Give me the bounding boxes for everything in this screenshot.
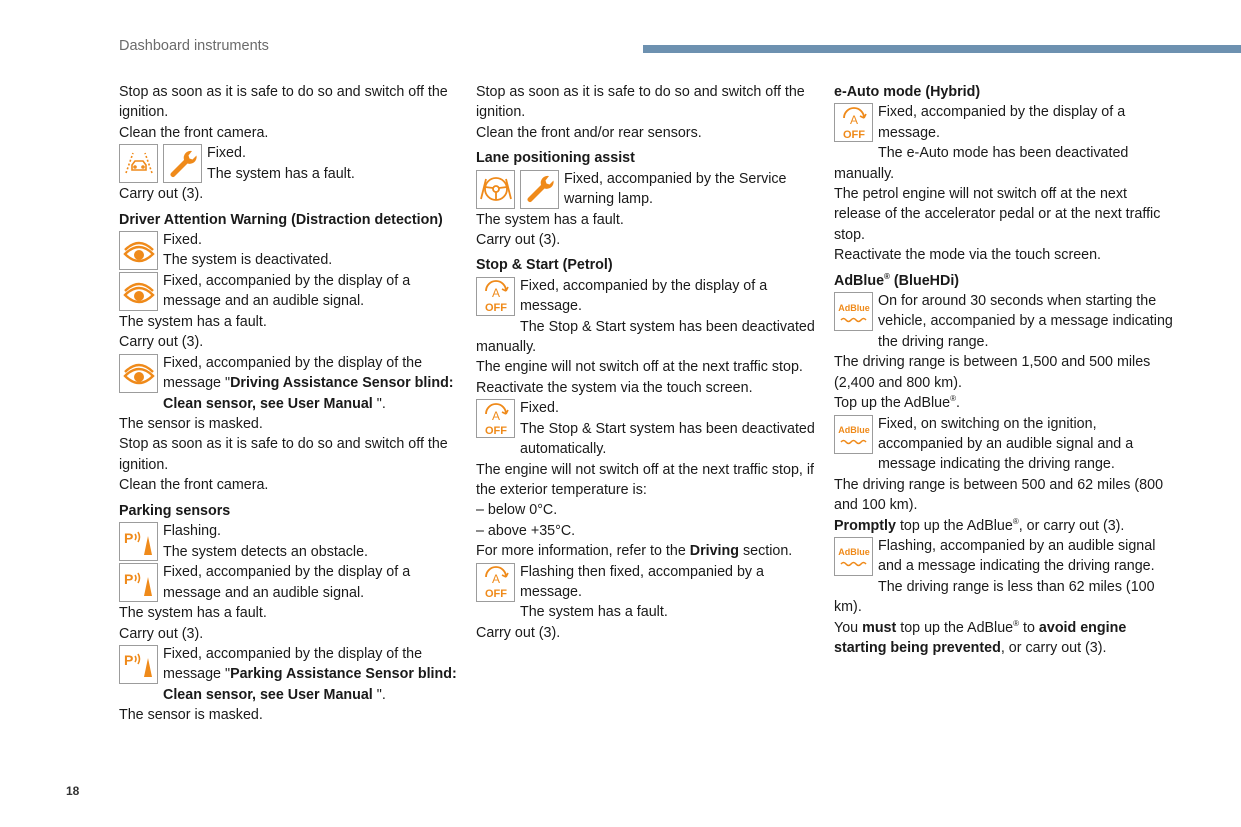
text-run: section. bbox=[739, 543, 793, 560]
page-number: 18 bbox=[66, 784, 80, 798]
text-run: You bbox=[834, 619, 863, 636]
text-run: top up the AdBlue bbox=[895, 517, 1013, 534]
status-text: Fixed, accompanied by the display of a message and an audible signal. bbox=[163, 564, 411, 601]
icon-label: A bbox=[849, 112, 858, 127]
text-run: , or carry out (3). bbox=[1000, 639, 1107, 656]
paragraph: Stop as soon as it is safe to do so and switch off the ignition. bbox=[119, 84, 448, 121]
registered-mark: ® bbox=[884, 271, 890, 281]
registered-mark: ® bbox=[1013, 618, 1020, 628]
section-heading-driver-attention: Driver Attention Warning (Distraction detection) bbox=[119, 211, 443, 228]
adblue-icon bbox=[834, 537, 873, 576]
paragraph bbox=[834, 516, 1174, 536]
status-text: Flashing, accompanied by an audible signal and a message indicating the driving range. bbox=[878, 537, 1156, 575]
text-run: top up the AdBlue bbox=[896, 619, 1014, 636]
paragraph: The driving range is less than 62 miles (100 km). bbox=[834, 578, 1155, 616]
paragraph: Clean the front and/or rear sensors. bbox=[476, 124, 702, 141]
text-run: to bbox=[1019, 619, 1039, 636]
icon-label: OFF bbox=[484, 424, 507, 437]
status-text: Flashing. bbox=[163, 523, 222, 540]
driver-attention-eye-icon bbox=[119, 272, 158, 311]
status-text: Flashing then fixed, accompanied by a message. bbox=[520, 563, 764, 600]
front-camera-icon bbox=[119, 144, 158, 183]
status-text: Fixed, accompanied by the Service warning lamp. bbox=[564, 170, 787, 208]
driver-attention-eye-icon bbox=[119, 231, 158, 270]
icon-label: A bbox=[491, 408, 500, 423]
paragraph: The system has a fault. bbox=[476, 211, 624, 228]
icon-label: AdBlue bbox=[837, 425, 870, 435]
paragraph: The system has a fault. bbox=[119, 314, 267, 331]
status-text bbox=[119, 353, 459, 414]
section-heading-parking-sensors: Parking sensors bbox=[119, 502, 231, 519]
registered-mark: ® bbox=[950, 394, 956, 404]
status-text: Fixed, accompanied by the display of a message. bbox=[520, 277, 768, 315]
section-heading-stop-start: Stop & Start (Petrol) bbox=[476, 257, 613, 274]
status-text: Fixed. bbox=[520, 400, 559, 417]
bold-text: Driving Assistance Sensor blind: Clean sensor, see User Manual bbox=[163, 375, 454, 412]
running-header: Dashboard instruments bbox=[119, 38, 269, 54]
paragraph: The engine will not switch off at the next traffic stop, if the exterior temperature is: bbox=[476, 461, 815, 498]
status-text: Fixed, accompanied by the display of a message and an audible signal. bbox=[163, 273, 411, 310]
paragraph: Carry out (3). bbox=[119, 334, 204, 351]
icon-label: AdBlue bbox=[837, 302, 870, 313]
bold-text: Promptly bbox=[834, 517, 896, 534]
icon-label: P bbox=[123, 529, 133, 546]
text-run: AdBlue bbox=[834, 272, 885, 289]
text-run: Fixed, accompanied by the display of the message " bbox=[163, 645, 423, 683]
paragraph: The driving range is between 1,500 and 500 miles (2,400 and 800 km). bbox=[834, 354, 1151, 391]
paragraph: Stop as soon as it is safe to do so and switch off the ignition. bbox=[119, 436, 448, 473]
status-text: Fixed. bbox=[207, 145, 246, 162]
paragraph: The engine will not switch off at the next traffic stop. bbox=[476, 359, 803, 376]
adblue-icon bbox=[834, 292, 873, 331]
status-text: The system is deactivated. bbox=[163, 252, 333, 269]
text-run: Top up the AdBlue bbox=[834, 395, 951, 412]
auto-off-icon bbox=[476, 277, 515, 316]
icon-label: AdBlue bbox=[837, 547, 870, 558]
auto-off-icon bbox=[476, 563, 515, 602]
paragraph bbox=[834, 618, 1174, 659]
column-2 bbox=[476, 82, 816, 643]
icon-label: OFF bbox=[484, 588, 507, 601]
text-run: ". bbox=[372, 395, 386, 412]
auto-off-icon bbox=[476, 399, 515, 438]
paragraph: The e-Auto mode has been deactivated manually. bbox=[834, 145, 1129, 182]
paragraph: Reactivate the mode via the touch screen. bbox=[834, 247, 1102, 264]
bold-text: Parking Assistance Sensor blind: Clean sensor, see User Manual bbox=[163, 666, 457, 703]
status-text: Fixed. bbox=[163, 232, 202, 249]
parking-sensor-icon bbox=[119, 563, 158, 602]
section-heading-adblue bbox=[834, 271, 1174, 291]
parking-sensor-icon bbox=[119, 522, 158, 561]
paragraph: The driving range is between 500 and 62 miles (800 and 100 km). bbox=[834, 476, 1164, 514]
paragraph: The system has a fault. bbox=[520, 604, 668, 621]
icon-label: OFF bbox=[842, 128, 865, 141]
text-run: . bbox=[955, 395, 960, 412]
text-run: For more information, refer to the bbox=[476, 543, 690, 560]
section-heading-e-auto: e-Auto mode (Hybrid) bbox=[834, 84, 981, 100]
status-text: The system detects an obstacle. bbox=[163, 543, 369, 560]
paragraph: Reactivate the system via the touch screen. bbox=[476, 379, 753, 396]
icon-label: P bbox=[123, 652, 133, 669]
paragraph bbox=[834, 393, 1174, 413]
registered-mark: ® bbox=[1012, 516, 1019, 526]
paragraph: The petrol engine will not switch off at the next release of the accelerator pedal or at the next traffic stop. bbox=[834, 186, 1161, 243]
text-run: (BlueHDi) bbox=[889, 272, 960, 289]
bold-text: avoid engine starting being prevented bbox=[834, 619, 1127, 656]
list-item: – above +35°C. bbox=[476, 522, 576, 539]
section-heading-lane-positioning: Lane positioning assist bbox=[476, 150, 635, 167]
icon-label: OFF bbox=[484, 302, 507, 315]
text-run: , or carry out (3). bbox=[1018, 517, 1125, 534]
driver-attention-eye-icon bbox=[119, 354, 158, 393]
paragraph: The sensor is masked. bbox=[119, 707, 263, 724]
paragraph: Carry out (3). bbox=[119, 186, 204, 203]
status-text: Fixed, on switching on the ignition, accompanied by an audible signal and a message indicating the driving range. bbox=[878, 415, 1134, 473]
paragraph bbox=[476, 541, 816, 561]
paragraph: The sensor is masked. bbox=[119, 416, 263, 433]
lane-positioning-steering-icon bbox=[476, 170, 515, 209]
wrench-service-icon bbox=[163, 144, 202, 183]
paragraph: Stop as soon as it is safe to do so and switch off the ignition. bbox=[476, 84, 805, 121]
list-item: – below 0°C. bbox=[476, 502, 558, 519]
text-run: Fixed, accompanied by the display of the message " bbox=[163, 354, 423, 392]
paragraph: The Stop & Start system has been deactivated manually. bbox=[476, 318, 815, 356]
column-1 bbox=[119, 82, 459, 726]
auto-off-icon bbox=[834, 103, 873, 142]
wrench-service-icon bbox=[520, 170, 559, 209]
paragraph: Carry out (3). bbox=[476, 624, 561, 641]
status-text: The system has a fault. bbox=[207, 165, 355, 182]
paragraph: Carry out (3). bbox=[476, 232, 561, 249]
icon-label: P bbox=[123, 570, 133, 587]
status-text: On for around 30 seconds when starting the vehicle, accompanied by a message indicating the driving range. bbox=[878, 293, 1173, 350]
status-text: The Stop & Start system has been deactivated automatically. bbox=[520, 420, 815, 458]
column-3 bbox=[834, 82, 1174, 658]
paragraph: Clean the front camera. bbox=[119, 477, 269, 494]
paragraph: The system has a fault. bbox=[119, 605, 267, 622]
text-run: ". bbox=[372, 686, 386, 703]
paragraph: Clean the front camera. bbox=[119, 124, 269, 141]
status-text bbox=[119, 644, 459, 705]
parking-sensor-icon bbox=[119, 645, 158, 684]
bold-text: must bbox=[862, 619, 897, 636]
paragraph: Carry out (3). bbox=[119, 625, 204, 642]
header-accent-bar bbox=[643, 45, 1241, 53]
status-text: Fixed, accompanied by the display of a message. bbox=[878, 104, 1126, 141]
icon-label: A bbox=[491, 572, 500, 587]
adblue-icon bbox=[834, 415, 873, 454]
bold-text: Driving bbox=[689, 543, 740, 560]
icon-label: A bbox=[491, 286, 500, 301]
